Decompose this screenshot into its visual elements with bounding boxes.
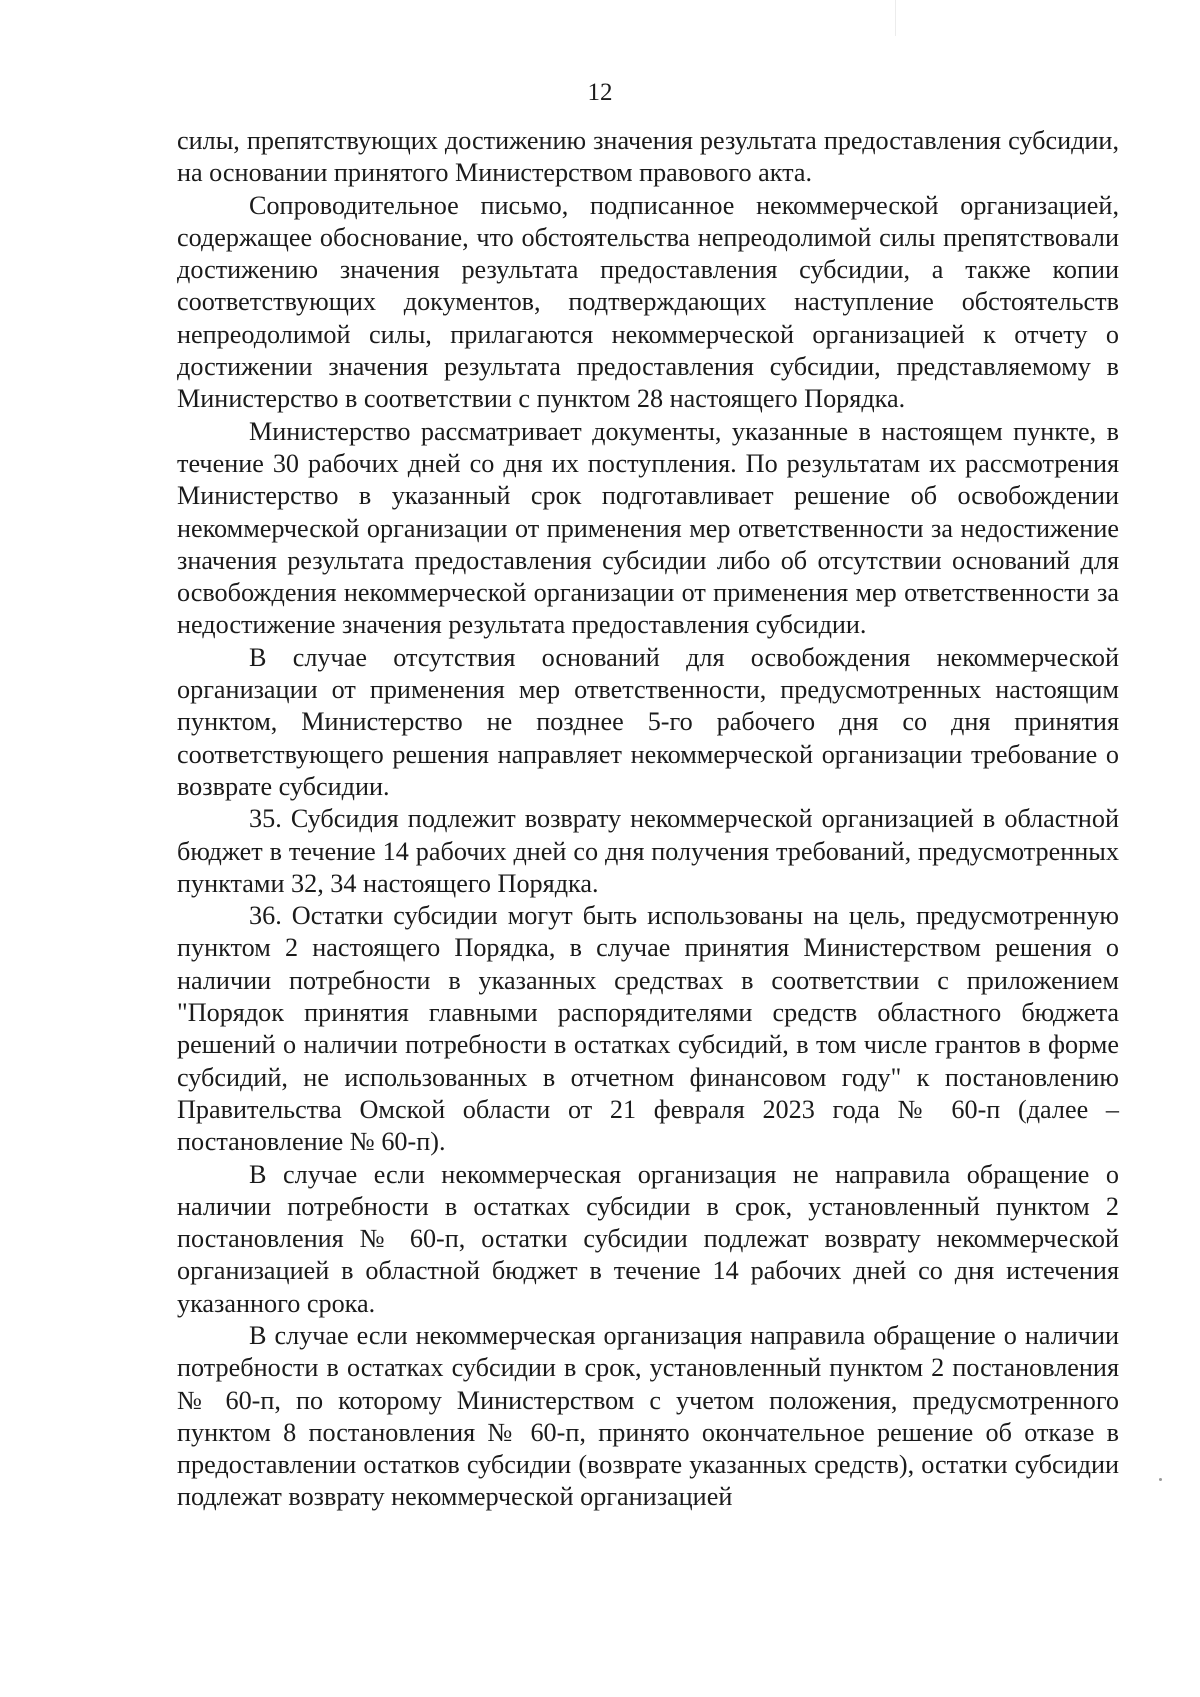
paragraph-item-35: 35. Субсидия подлежит возврату некоммерческой организацией в областной бюджет в течение 14 рабочих дней со дня получения требований, предусмотренных пунктами 32, 34 настоящего Порядка. [177,804,1119,898]
scan-dot-mark [1159,1478,1162,1481]
paragraph-ministry-review: Министерство рассматривает документы, указанные в настоящем пункте, в течение 30 рабочих дней со дня их поступления. По результатам их рассмотрения Министерство в указанный срок подготавливает решение об освобождении некоммерческой организации от применения мер ответственности за недостижение значения результата предоставления субсидии либо об отсутствии оснований для освобождения некоммерческой организации от применения мер ответственности за недостижение значения результата предоставления субсидии. [177,416,1119,640]
paragraph-no-request: В случае если некоммерческая организация не направила обращение о наличии потребности в остатках субсидии в срок, установленный пунктом 2 постановления № 60-п, остатки субсидии подлежат возврату некоммерческой организацией в областной бюджет в течение 14 рабочих дней со дня истечения указанного срока. [177,1159,1119,1318]
paragraph-continuation: силы, препятствующих достижению значения результата предоставления субсидии, на основании принятого Министерством правового акта. [177,126,1119,188]
scan-edge-line [895,0,896,36]
paragraph-no-grounds: В случае отсутствия оснований для освобождения некоммерческой организации от применения мер ответственности, предусмотренных настоящим пунктом, Министерство не позднее 5-го рабочего дня со дня принятия соответствующего решения направляет некоммерческой организации требование о возврате субсидии. [177,642,1119,801]
page-number: 12 [587,79,613,106]
paragraph-cover-letter: Сопроводительное письмо, подписанное некоммерческой организацией, содержащее обоснование, что обстоятельства непреодолимой силы препятствовали достижению значения результата предоставления субсидии, а также копии соответствующих документов, подтверждающих наступление обстоятельств непреодолимой силы, прилагаются некоммерческой организацией к отчету о достижении значения результата предоставления субсидии, представляемому в Министерство в соответствии с пунктом 28 настоящего Порядка. [177,190,1119,414]
paragraph-item-36: 36. Остатки субсидии могут быть использованы на цель, предусмотренную пунктом 2 настоящего Порядка, в случае принятия Министерством решения о наличии потребности в указанных средствах в соответствии с приложением "Порядок принятия главными распорядителями средств областного бюджета решений о наличии потребности в остатках субсидий, в том числе грантов в форме субсидий, не использованных в отчетном финансовом году" к постановлению Правительства Омской области от 21 февраля 2023 года № 60-п (далее – постановление № 60-п). [177,901,1119,1157]
document-body [177,125,1119,1514]
paragraph-request-refused: В случае если некоммерческая организация направила обращение о наличии потребности в остатках субсидии в срок, установленный пунктом 2 постановления № 60-п, по которому Министерством с учетом положения, предусмотренного пунктом 8 постановления № 60-п, принято окончательное решение об отказе в предоставлении остатков субсидии (возврате указанных средств), остатки субсидии подлежат возврату некоммерческой организацией [177,1320,1119,1512]
